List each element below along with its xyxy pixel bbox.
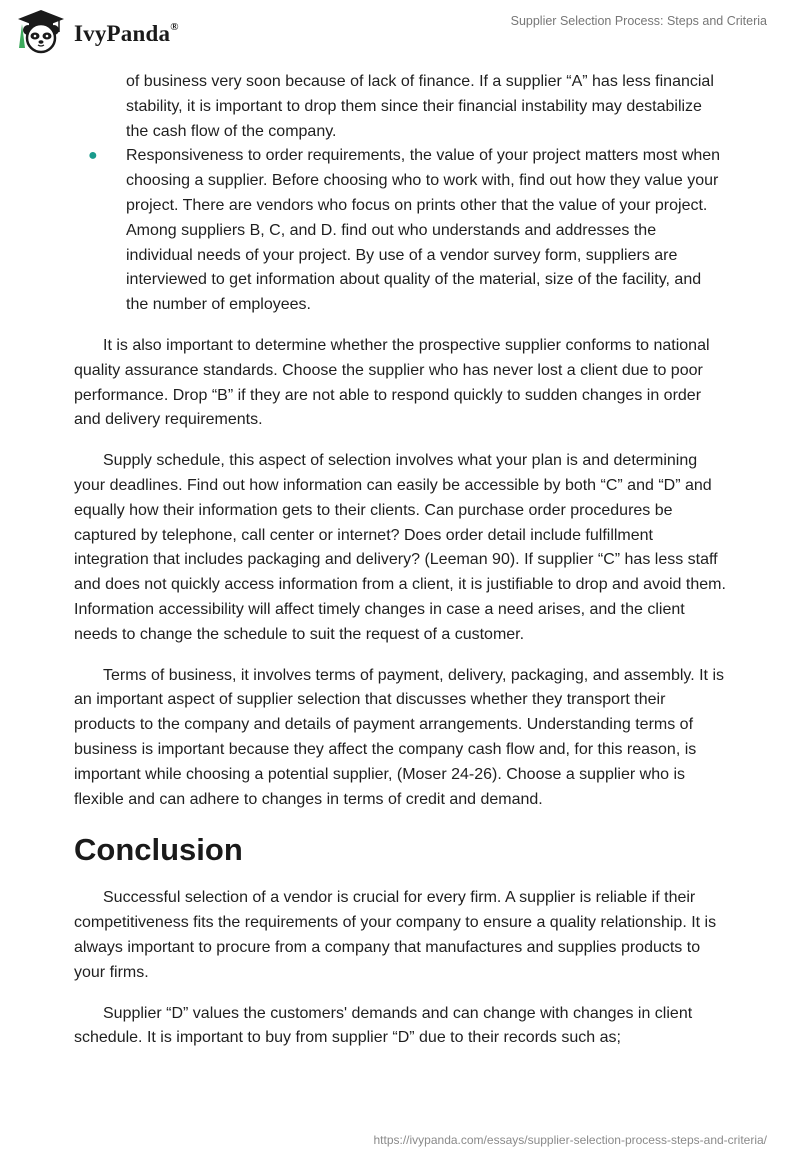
conclusion-heading: Conclusion [74,832,243,868]
paragraph: It is also important to determine whether the prospective supplier conforms to national quality assurance standards. Choose the supplier who has never lost a client due to poor performance. Drop “B” if they are not able to respond quickly to sudden changes in order and delivery requirements. [74,336,710,429]
bullet-icon: ● [88,147,98,165]
source-url[interactable]: https://ivypanda.com/essays/supplier-selection-process-steps-and-criteria/ [373,1133,767,1147]
paragraph: Supplier “D” values the customers' demands and can change with changes in client schedule. It is important to buy from supplier “D” due to their records such as; [74,1004,693,1047]
paragraph: Successful selection of a vendor is crucial for every firm. A supplier is reliable if their competitiveness fits the requirements of your company to ensure a quality relationship. It is always important to procure from a company that manufactures and supplies products to your firms. [74,889,717,981]
ivypanda-logo[interactable] [16,8,179,59]
document-title: Supplier Selection Process: Steps and Criteria [510,14,767,28]
brand-name: IvyPanda® [74,20,179,46]
list-item: of business very soon because of lack of finance. If a supplier “A” has less financial stability, it is important to drop them since their financial instability may destabilize the cash flow of the company. [126,73,714,140]
list-item [88,144,726,318]
panda-graduate-icon [16,8,66,59]
page-header [0,0,800,62]
criteria-list [74,70,726,318]
paragraph: Terms of business, it involves terms of payment, delivery, packaging, and assembly. It is an important aspect of supplier selection that discusses whether they transport their products to the company and details of payment arrangements. Understanding terms of business is important because they affect the company cash flow and, for this reason, is important while choosing a potential supplier, (Moser 24-26). Choose a supplier who is flexible and can adhere to changes in terms of credit and demand. [74,666,724,808]
essay-body [74,70,726,1051]
paragraph: Supply schedule, this aspect of selection involves what your plan is and determining your deadlines. Find out how information can easily be accessible by both “C” and “D” and equally how their information gets to their clients. Can purchase order procedures be captured by telephone, call center or internet? Does order detail include fulfillment integration that includes packaging and delivery? (Leeman 90). If supplier “C” has less staff and does not quickly access information from a client, it is justifiable to drop and avoid them. Information accessibility will affect timely changes in case a need arises, and the client needs to change the schedule to suit the request of a customer. [74,452,726,643]
list-item-text: Responsiveness to order requirements, the value of your project matters most when choosing a supplier. Before choosing who to work with, find out how they value your project. There are vendors who focus on prints other that the value of your project. Among suppliers B, C, and D. find out who understands and addresses the individual needs of your project. By use of a vendor survey form, suppliers are interviewed to get information about quality of the material, size of the facility, and the number of employees. [126,147,721,314]
